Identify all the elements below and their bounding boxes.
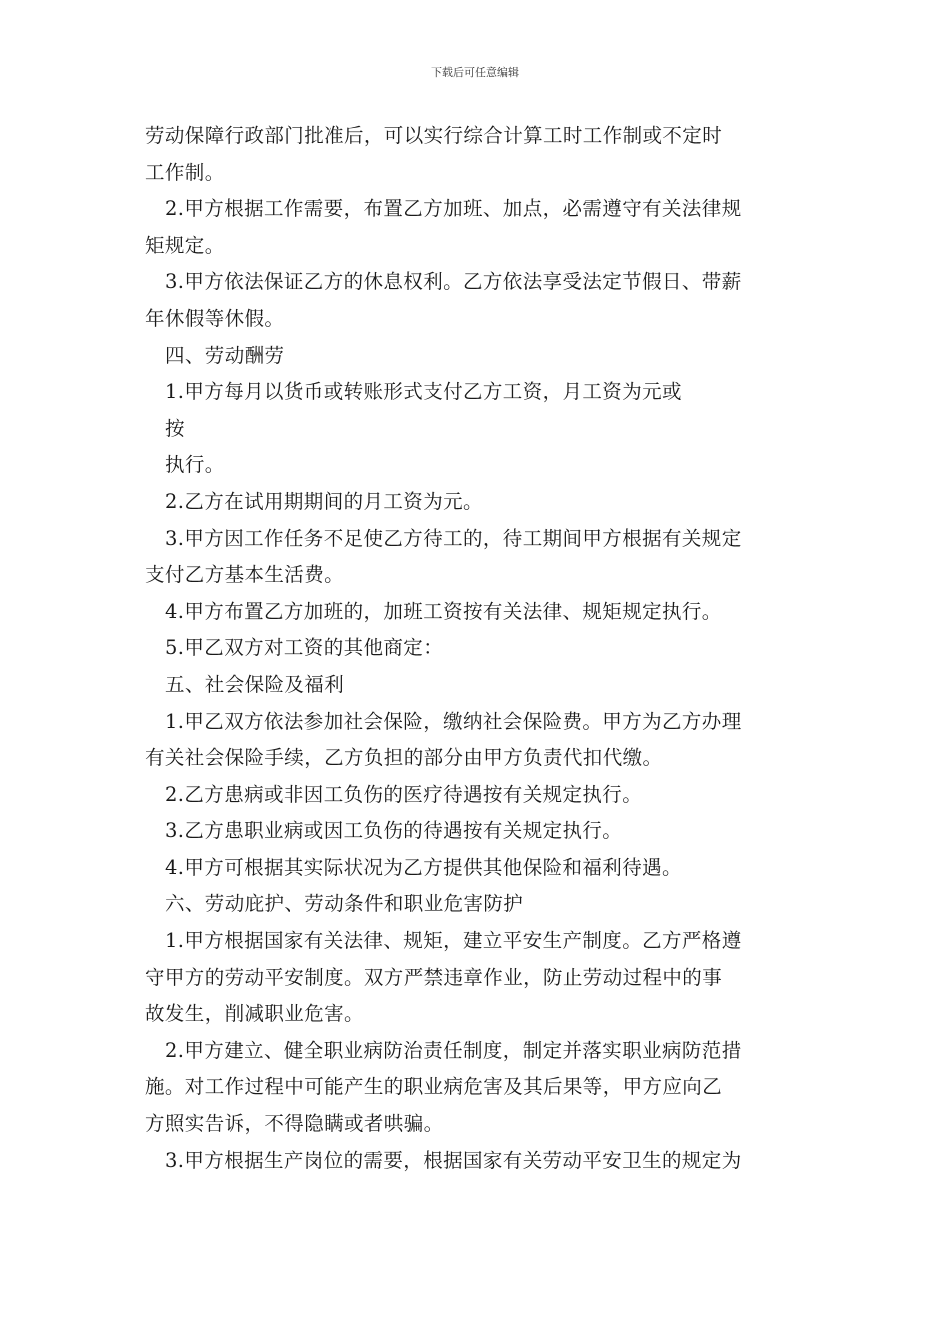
text-line: 五、社会保险及福利: [165, 672, 345, 696]
text-line: 年休假等休假。: [145, 306, 285, 330]
document-body: [145, 118, 810, 1179]
text-line: 1.甲方根据国家有关法律、规矩，建立平安生产制度。乙方严格遵: [165, 929, 742, 953]
text-line: 4.甲方可根据其实际状况为乙方提供其他保险和福利待遇。: [165, 855, 682, 879]
text-line: 守甲方的劳动平安制度。双方严禁违章作业，防止劳动过程中的事: [145, 965, 723, 989]
text-line: 支付乙方基本生活费。: [145, 563, 345, 587]
text-line: 故发生，削减职业危害。: [145, 1002, 364, 1026]
text-line: 方照实告诉，不得隐瞒或者哄骗。: [145, 1112, 444, 1136]
text-line: 矩规定。: [145, 233, 225, 257]
text-line: 3.甲方因工作任务不足使乙方待工的，待工期间甲方根据有关规定: [165, 526, 742, 550]
text-line: 3.甲方依法保证乙方的休息权利。乙方依法享受法定节假日、带薪: [165, 270, 742, 294]
text-line: 执行。: [165, 453, 225, 477]
text-line: 有关社会保险手续，乙方负担的部分由甲方负责代扣代缴。: [145, 746, 663, 770]
text-line: 劳动保障行政部门批准后，可以实行综合计算工时工作制或不定时: [145, 124, 723, 147]
text-line: 2.甲方建立、健全职业病防治责任制度，制定并落实职业病防范措: [165, 1038, 742, 1062]
text-line: 四、劳动酬劳: [165, 343, 285, 367]
page-header: 下载后可任意编辑: [431, 66, 519, 79]
text-line: 六、劳动庇护、劳动条件和职业危害防护: [165, 892, 524, 916]
text-line: 2.乙方在试用期期间的月工资为元。: [165, 489, 483, 513]
text-line: 3.乙方患职业病或因工负伤的待遇按有关规定执行。: [165, 819, 623, 843]
text-line: 5.甲乙双方对工资的其他商定：: [165, 636, 444, 660]
text-line: 施。对工作过程中可能产生的职业病危害及其后果等，甲方应向乙: [145, 1075, 723, 1099]
text-line: 2.乙方患病或非因工负伤的医疗待遇按有关规定执行。: [165, 782, 643, 806]
text-line: 1.甲乙双方依法参加社会保险，缴纳社会保险费。甲方为乙方办理: [165, 709, 742, 733]
text-line: 2.甲方根据工作需要，布置乙方加班、加点，必需遵守有关法律规: [165, 197, 742, 221]
text-line: 按: [165, 416, 185, 440]
text-line: 3.甲方根据生产岗位的需要，根据国家有关劳动平安卫生的规定为: [165, 1148, 742, 1172]
text-line: 4.甲方布置乙方加班的，加班工资按有关法律、规矩规定执行。: [165, 599, 722, 623]
text-line: 工作制。: [145, 160, 225, 184]
text-line: 1.甲方每月以货币或转账形式支付乙方工资，月工资为元或: [165, 380, 682, 404]
